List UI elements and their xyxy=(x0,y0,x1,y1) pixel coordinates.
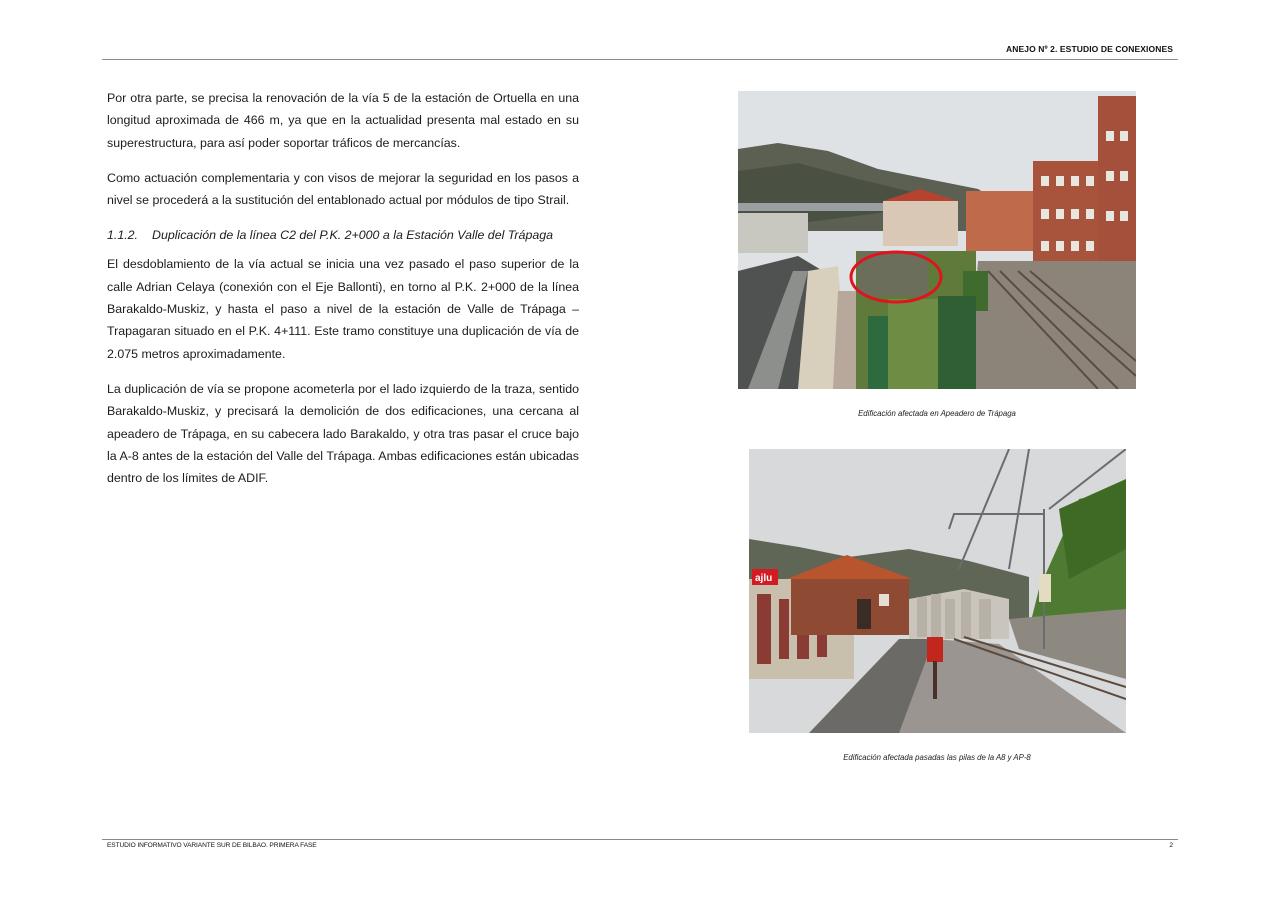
page-number: 2 xyxy=(1169,842,1173,849)
figure-caption-1: Edificación afectada en Apeadero de Trápaga xyxy=(858,409,1016,418)
section-heading xyxy=(107,224,579,246)
sign-text: ajlu xyxy=(755,573,773,584)
paragraph-doubling: El desdoblamiento de la vía actual se inicia una vez pasado el paso superior de la calle Adrian Celaya (conexión con el Eje Ballonti), en torno al P.K. 2+000 de la línea Barakaldo-Muskiz, y hasta el paso a nivel de la estación de Valle de Trápaga –Trapagaran situado en el P.K. 4+111. Este tramo constituye una duplicación de vía de 2.075 metros aproximadamente. xyxy=(107,257,579,361)
header-title: ANEJO Nº 2. ESTUDIO DE CONEXIONES xyxy=(1006,44,1173,54)
section-number: 1.1.2. xyxy=(107,228,139,243)
photo-a8-building xyxy=(749,449,1126,733)
footer-rule xyxy=(102,839,1178,840)
paragraph-renovation: Por otra parte, se precisa la renovación de la vía 5 de la estación de Ortuella en una longitud aproximada de 466 m, ya que en la actualidad presenta mal estado en su superestructura, para así poder soportar tráficos de mercancías. xyxy=(107,91,579,150)
section-title: Duplicación de la línea C2 del P.K. 2+000 a la Estación Valle del Trápaga xyxy=(152,228,554,243)
photo-trapaga-station xyxy=(738,91,1136,389)
text-column xyxy=(107,87,579,502)
photo-trapaga-image xyxy=(738,91,1136,389)
paragraph-complementary: Como actuación complementaria y con visos de mejorar la seguridad en los pasos a nivel se procederá a la sustitución del entablonado actual por módulos de tipo Strail. xyxy=(107,170,579,208)
paragraph-demolition: La duplicación de vía se propone acometerla por el lado izquierdo de la traza, sentido Barakaldo-Muskiz, y precisará la demolición de dos edificaciones, una cercana al apeadero de Trápaga, en su cabecera lado Barakaldo, y otra tras pasar el cruce bajo la A-8 antes de la estación del Valle del Trápaga. Ambas edificaciones están ubicadas dentro de los límites de ADIF. xyxy=(107,381,579,486)
figure-caption-2: Edificación afectada pasadas las pilas de la A8 y AP-8 xyxy=(843,753,1031,762)
photo-a8-image xyxy=(749,449,1126,733)
footer-title: ESTUDIO INFORMATIVO VARIANTE SUR DE BILBAO. PRIMERA FASE xyxy=(107,842,317,849)
header-rule xyxy=(102,59,1178,60)
